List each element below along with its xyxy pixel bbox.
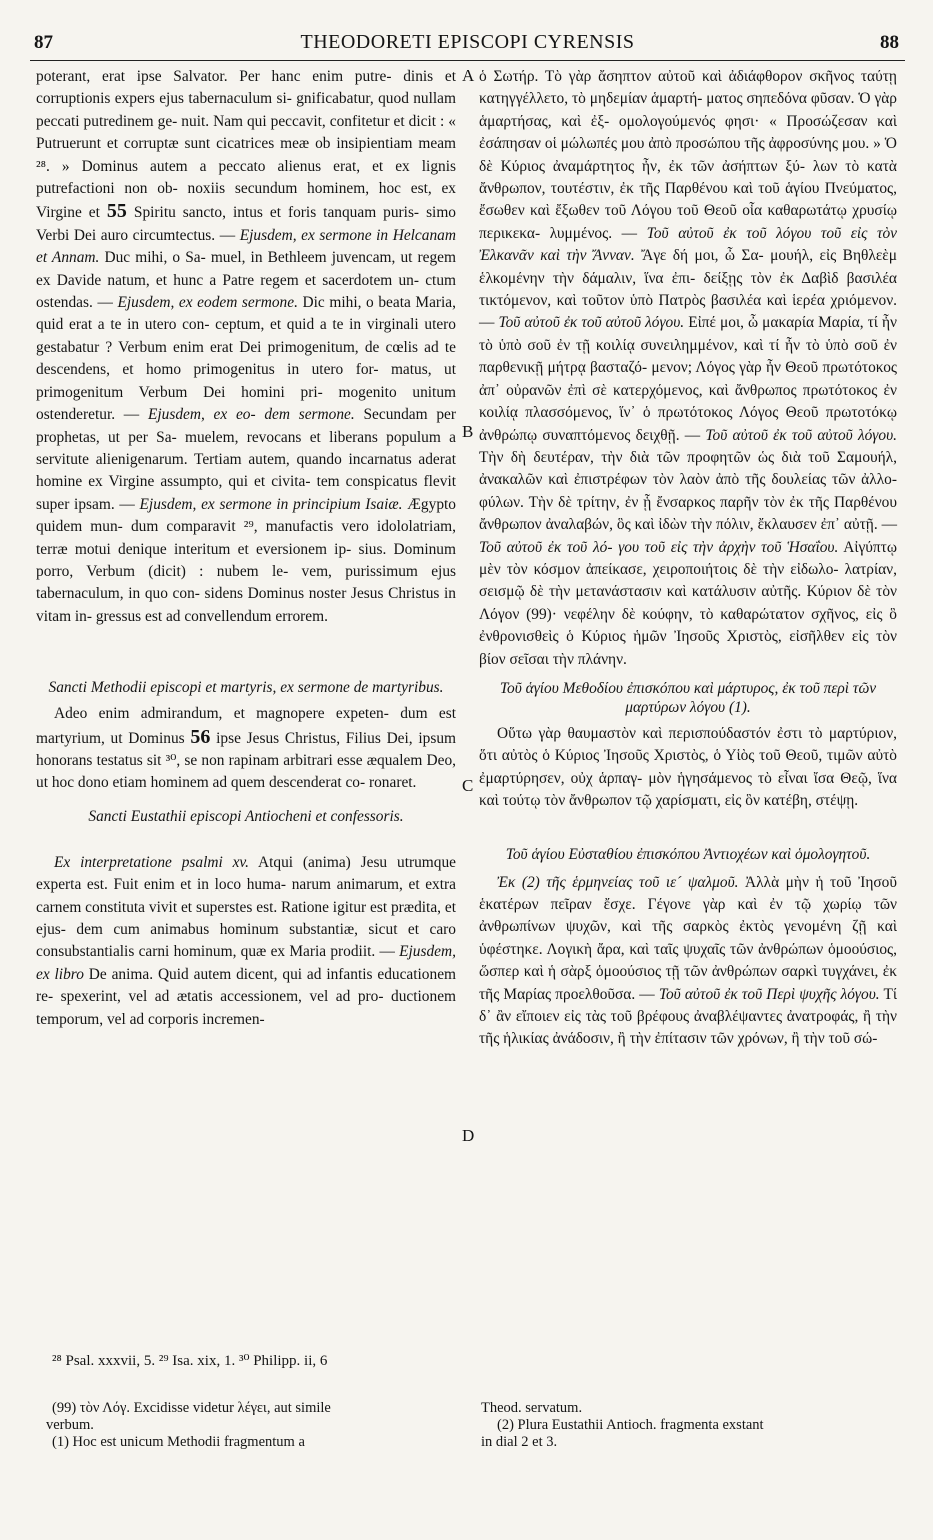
text-line: τὸν κόσμον ἀπείκασε, χειροποιήτοις δὲ τὴν εἰδωλο- (506, 560, 839, 578)
text-line: Secundam per prophetas, ut per Sa- (36, 406, 457, 446)
text-line: ἐν τῷ χωρίῳ τῶν ἀνθρωπίνων ψυχῶν, καὶ τῆς σαρκὸς (479, 896, 897, 936)
text-line: Λόγου τοῦ Θεοῦ οἷα καθαρωτάτῳ χρυσίῳ περικεκα- (479, 202, 897, 242)
text-line: ctum ostendas. — (36, 271, 456, 312)
text-line: dem cum animabus hominum substantiæ, sicut et (76, 921, 420, 938)
source-reference: Τοῦ (705, 426, 728, 444)
text-line: τὴν πλάνην. (552, 650, 627, 668)
text-line: utrumque experta est. Fuit enim et in loco huma- (36, 853, 456, 894)
text-line: sius. Dominum porro, Verbum (dicit) : nubem le- (36, 540, 456, 580)
header-rule (30, 60, 905, 61)
footnote-line: in dial 2 et 3. (481, 1434, 558, 1450)
text-line: ὁ Σωτήρ. Τὸ γὰρ ἄσηπτον αὐτοῦ καὶ ἀδιάφθορον (479, 68, 803, 85)
text-line: Ἀλλὰ μὴν (745, 873, 809, 891)
text-line: καὶ τί ἦν τὸ ὑπὸ σοῦ ἐν παρθενικῇ μήτρᾳ βασταζό- (479, 336, 897, 377)
text-line: τὸ καθαρώτατον σχῆνος, εἰς ὃ ἐνθρονισθεὶς ὁ Κύριος (479, 605, 897, 646)
text-line: Maria prodiit. — (289, 943, 395, 961)
latin-column (36, 66, 456, 1031)
source-reference: Τοῦ αὐτοῦ ἐκ τοῦ λόγου τοῦ εἰς τὸν (646, 224, 897, 242)
text-line: Christus, Filius Dei, ipsum honorans testatus sit ³⁰, (36, 729, 456, 769)
source-reference: Τοῦ (498, 314, 521, 332)
text-line: Αἰγύπτῳ μὲν (479, 538, 897, 578)
text-line: κοιλίᾳ πλασσόμενος, ἵν᾽ ὁ πρωτότοκος Λόγος Θεοῦ (479, 404, 819, 422)
page-number-left: 87 (34, 32, 53, 53)
text-line: dono etiam hominem ad quem descenderat co- (77, 774, 366, 792)
text-line: σὰρξ ὁμοούσιος τῇ τῶν ἀνθρώπων σαρκὶ τυγχάνει, (560, 963, 879, 981)
text-line: διὰ τῶν προφητῶν ὡς διὰ τοῦ Σαμουήλ, ἀνακαλῶν (479, 448, 897, 489)
page-number-right: 88 (880, 32, 899, 53)
text-line: γου τοῦ εἰς τὴν ἀρχὴν τοῦ Ἡσαΐου. (618, 538, 839, 556)
text-line: gressus est ad convellendum errorem. (95, 607, 328, 625)
margin-letter-c: C (462, 776, 474, 795)
text-line: dinis et corruptionis expers ejus tabernaculum si- (36, 68, 456, 108)
text-line: autem dicent, qui ad infantis educationem re- (36, 965, 456, 1006)
text-line: μουήλ, εἰς Βηθλεὲμ ἑλκομένην τὴν δάμαλιν, ἵνα ἐπι- (479, 247, 898, 287)
latin-text-block-3 (36, 852, 456, 1031)
text-line: Τί δ᾽ ἂν εἴποιεν εἰς τὰς τοῦ (479, 985, 897, 1026)
text-line: καὶ ἐπιστρέφων τὸν λαὸν ἀπὸ τῆς δουλείας τῶν ἀλλο- (548, 471, 897, 489)
text-line: ἡ τοῦ Ἰησοῦ ἑκατέρων πεῖραν ἔσχε. Γέγονε γὰρ καὶ (479, 873, 897, 913)
text-line: Quid (157, 965, 189, 983)
footnotes-left (46, 1400, 456, 1451)
text-line: narum animarum, et extra carnem constituta vivit (36, 876, 456, 916)
text-line: sidens Dominus noster Jesus Christus in vitam in- (36, 585, 456, 625)
text-line: Περὶ ψυχῆς λόγου. (766, 985, 880, 1003)
margin-letter-a: A (462, 66, 475, 85)
latin-text-block-1 (36, 66, 456, 628)
text-line: Atqui (anima) Jesu (258, 853, 388, 871)
text-line: caro consubstantialis carni hominum, quæ ex (36, 921, 456, 961)
text-line: dum comparavit ²⁹, manufactis vero idololatriam, (130, 518, 456, 536)
latin-text-block-2 (36, 703, 456, 795)
column-number-55: 55 (106, 200, 127, 223)
source-reference: Ejusdem, ex eodem sermone. (117, 294, 298, 312)
margin-letter-d: D (462, 1126, 475, 1145)
scripture-footnotes: ²⁸ Psal. xxxvii, 5. ²⁹ Isa. xix, 1. ³⁰ Philipp. ii, 6 (52, 1353, 328, 1369)
text-line: ἐκτὸς γενομένη ζῇ καὶ ὑφέστηκε. Λογικὴ ἄρα, καὶ (479, 918, 897, 958)
section-title-methodius-latin: Sancti Methodii episcopi et martyris, ex sermone de martyribus. (48, 679, 444, 697)
text-line: Ὁ δὲ Κύριος ἀναμάρτητος ἦν, ἐκ τῶν ἀσήπτων ξύ- (479, 135, 897, 175)
text-line: πόλιν, ἔκλαυσεν ἐπ᾽ αὐτῇ. — (715, 516, 897, 534)
text-line: μαρτύριον, ὅτι αὐτὸς ὁ Κύριος Ἰησοῦς Χριστὸς, ὁ (479, 724, 897, 765)
text-line: Verbum enim erat Dei primogenitum, de cœlis ad (118, 338, 439, 356)
text-line: λων τὸ κατὰ ἄνθρωπον, τουτέστιν, ἐκ τῆς Παρθένου (479, 157, 897, 198)
text-line: ομολογούμενός φησι· « Προσώζεσαν καὶ ἐσάπησαν οἱ (479, 112, 897, 153)
text-line: μενον; Λόγος γὰρ ἦν Θεοῦ πρωτότοκος ἀπ᾽ οὐρανῶν (479, 359, 897, 399)
text-line: σκῆνος ταύτῃ κατηγγέλλετο, τὸ μηδεμίαν ἁμαρτή- (479, 68, 897, 108)
source-reference: Ejusdem, ex libro (36, 943, 456, 983)
text-line: nuit. Nam qui peccavit, confitetur et dicit : (181, 112, 445, 130)
footnote-line: (99) τὸν Λόγ. Excidisse videtur λέγει, aut simile (52, 1400, 331, 1416)
text-line: Ἐλκανᾶν καὶ τὴν Ἄνναν. (479, 247, 635, 265)
greek-text-block-3 (479, 872, 897, 1051)
greek-text-block-2 (479, 723, 897, 813)
text-line: Spiritu sancto, intus et foris tanquam puris- (133, 204, 420, 222)
text-line: φύλων. Τὴν δὲ τρίτην, ἐν ᾗ ἔνσαρκος παρῆν τὸν ἐκ (479, 493, 804, 511)
text-line: ἡμῶν Ἰησοῦς Χριστὸς, εἰσῆλθεν εἰς τὸν βίον σεῖσαι (479, 628, 897, 668)
text-line: muel, in Bethleem juvencam, ut regem ex Davide (36, 249, 456, 289)
text-line: Μαρία, τί ἦν τὸ ὑπὸ σοῦ ἐν τῇ κοιλίᾳ συνειλημμένον, (479, 314, 897, 354)
text-line: ματος σηπεδόνα φῦσαν. Ὁ γὰρ ἁμαρτήσας, καὶ ἐξ- (479, 90, 897, 130)
source-reference: Τοῦ αὐτοῦ ἐκ τοῦ (658, 985, 763, 1003)
text-line: poterant, erat ipse Salvator. Per hanc enim putre- (36, 68, 392, 85)
section-title-methodius-greek: Τοῦ ἁγίου Μεθοδίου ἐπισκόπου καὶ μάρτυρος, ἐκ τοῦ περὶ τῶν μαρτύρων λόγου (1). (499, 679, 877, 716)
text-line: tem conspicatus flevit super ipsam. — (36, 473, 456, 513)
text-line: μὸν ἡγησάμενος τὸ εἶναι ἴσα Θεῷ, ἵνα καὶ τούτῳ τὸν (479, 769, 897, 810)
source-reference: Τοῦ αὐτοῦ ἐκ τοῦ λό- (479, 538, 613, 556)
text-line: Εἰπέ μοι, ὦ μακαρία (688, 314, 815, 332)
text-line: dum est martyrium, ut Dominus (36, 705, 456, 747)
text-line: alienigenarum. Tertiam autem, quando incarnatus (95, 450, 412, 468)
footnote-line: (2) Plura Eustathii Antioch. fragmenta exstant (497, 1417, 764, 1433)
text-line: λατρίαν, σεισμῷ δὲ τὴν μετανάστασιν καὶ κατάλυσιν (479, 560, 897, 601)
text-line: Dic (302, 294, 325, 312)
column-number-56: 56 (190, 725, 211, 748)
text-line: vem, purissimum ejus tabernaculum, in quo con- (36, 562, 456, 603)
text-line: Ἄγε δή μοι, ὦ Σα- (641, 247, 764, 265)
text-line: μώλωπές μου ἀπὸ προσώπου τῆς ἀφροσύνης μου. » (560, 135, 881, 153)
source-reference: Ejusdem, ex eo- (147, 406, 256, 424)
text-line: Adeo enim admirandum, et magnopere expeten- (54, 705, 389, 723)
text-line: αὐτῆς. Κύριον δὲ τὸν Λόγον (99)· νεφέλην δὲ κούφην, (479, 583, 897, 623)
text-line: insipientiam meam ²⁸. » Dominus autem a peccato (36, 135, 456, 175)
text-line: Υἱὸς τοῦ Θεοῦ, τιμῶν αὐτὸ ἐμαρτύρησεν, οὐχ ἁρπαγ- (479, 747, 897, 787)
text-line: αὐτοῦ ἐκ τοῦ αὐτοῦ λόγου. (524, 314, 685, 332)
text-line: ἐκ τῆς Μαρίας προελθοῦσα. — (479, 963, 897, 1003)
text-line: mogenito unitum ostenderetur. — (36, 383, 456, 424)
footnote-line: (1) Hoc est unicum Methodii fragmentum a (52, 1434, 305, 1450)
text-line: πρωτοτόκῳ ἀνθρώπῳ συναπτόμενος δειχθῇ. — (479, 404, 898, 444)
text-line: ἄνθρωπον τῷ χαρίσματι, εἰς ὃν κατέβη, στέψῃ. (569, 792, 859, 810)
text-line: spexerint, vel ad ætatis accessionem, vel ad pro- (60, 988, 384, 1006)
text-line: τῆς Παρθένου ἄνθρωπον ἀναλαβών, ὃς καὶ ἰδὼν τὴν (479, 493, 897, 534)
text-line: ὑπὸ Πατρὸς βασιλέα καὶ ἱερέα χριόμενον. — (479, 292, 897, 332)
text-line: sermone in Helcanam et Annam. (36, 226, 456, 267)
greek-text-block-1 (479, 66, 897, 671)
text-line: et superstes est. Ratione igitur est prædita, et ejus- (36, 898, 456, 938)
text-line: ipse Jesus (216, 729, 280, 747)
text-line: δείξῃς τὸν ἐκ Δαβὶδ βασιλέα τικτόμενον, καὶ τοῦτον (479, 269, 897, 310)
footnote-line: verbum. (46, 1417, 94, 1433)
text-line: natum, et hunc a Patre regem et sacerdotem un- (107, 271, 419, 289)
text-line: ταῖς ψυχαῖς τῶν ἀνθρώπων ὁμοούσιος, ὥσπερ καὶ ἡ (479, 940, 897, 981)
text-line: ronaret. (368, 774, 417, 792)
text-line: matus, ut primogenitum Verbum Dei homini pri- (36, 361, 456, 401)
text-line: ductionem temporum, vel ad corporis incremen- (36, 988, 456, 1028)
text-line: aderat homine ex Virgine assumpto, qui et civita- (36, 450, 456, 491)
text-line: alienus erat, et ex lignis putrefactioni non ob- (36, 157, 456, 198)
margin-letter-b: B (462, 422, 474, 441)
text-line: dem sermone. (264, 406, 355, 424)
text-line: De anima. (88, 965, 154, 983)
text-line: muelem, revocans et liberans populum a servitute (36, 428, 456, 468)
section-title-eustathius-greek: Τοῦ ἁγίου Εὐσταθίου ἐπισκόπου Ἀντιοχέων καὶ ὁμολογητοῦ. (505, 845, 871, 863)
text-line: Οὕτω γὰρ θαυμαστὸν καὶ περισπούδαστόν ἐστι τὸ (497, 724, 823, 742)
section-title-eustathius-latin: Sancti Eustathii episcopi Antiocheni et confessoris. (88, 807, 404, 825)
footnote-line: Theod. servatum. (481, 1400, 583, 1416)
text-line: λυμμένος. — (549, 224, 638, 242)
text-line: gnificabatur, quod nullam peccati putredinem ge- (36, 90, 456, 130)
text-line: simo Verbi Dei auro circumtectus. — (36, 204, 456, 244)
text-line: te descendens, et homo primogenitus in utero for- (36, 338, 456, 379)
text-line: ἐπὶ σὲ κατερχόμενος, καὶ ἄνθρωπος πρωτότοκος ἐν (567, 381, 897, 399)
text-line: καὶ τοῦ ἁγίου Πνεύματος, ἔσωθεν καὶ ἔξωθεν τοῦ (479, 180, 897, 220)
text-line: Τὴν δὴ δευτέραν, τὴν (479, 448, 623, 466)
text-line: βρέφους ἀναβλέψαντες ἀνατροφάς, ἢ τὴν τῆς ἡλικίας (479, 1008, 897, 1048)
text-line: mihi, o beata Maria, quid erat a te in utero con- (36, 294, 456, 334)
text-line: « Putruerunt et corruptæ sunt cicatrices meæ ob (36, 112, 456, 153)
text-line: αὐτοῦ ἐκ τοῦ αὐτοῦ λόγου. (732, 426, 897, 444)
source-reference: Ejusdem, ex (239, 226, 315, 244)
text-line: sermone in principium Isaiæ. (219, 495, 403, 513)
source-reference: Ἐκ (2) τῆς ἑρμηνείας τοῦ ιε´ ψαλμοῦ. (497, 873, 739, 891)
text-line: noxiis secundum hominem, hoc est, ex Virgine et (36, 180, 456, 222)
text-line: Ægypto quidem mun- (36, 495, 456, 536)
text-line: terræ motui denique interitum et eversionem ip- (36, 540, 352, 558)
text-line: Duc mihi, o Sa- (104, 249, 206, 267)
text-line: ceptum, et quid a te in virginali utero gestabatur ? (36, 316, 456, 356)
source-reference: Ex interpretatione psalmi xv. (54, 853, 249, 871)
running-title: THEODORETI EPISCOPI CYRENSIS (300, 31, 635, 53)
page-header (30, 26, 905, 56)
footnotes-right (481, 1400, 891, 1451)
text-line: se non rapinam arbitrari esse æqualem Deo, ut hoc (36, 751, 456, 792)
text-line: ἀνάδοσιν, ἢ τὴν ἐπίτασιν τῶν χρόνων, ἢ τὴν τοῦ σώ- (552, 1030, 878, 1048)
source-reference: Ejusdem, ex (139, 495, 215, 513)
greek-column (479, 66, 897, 1051)
